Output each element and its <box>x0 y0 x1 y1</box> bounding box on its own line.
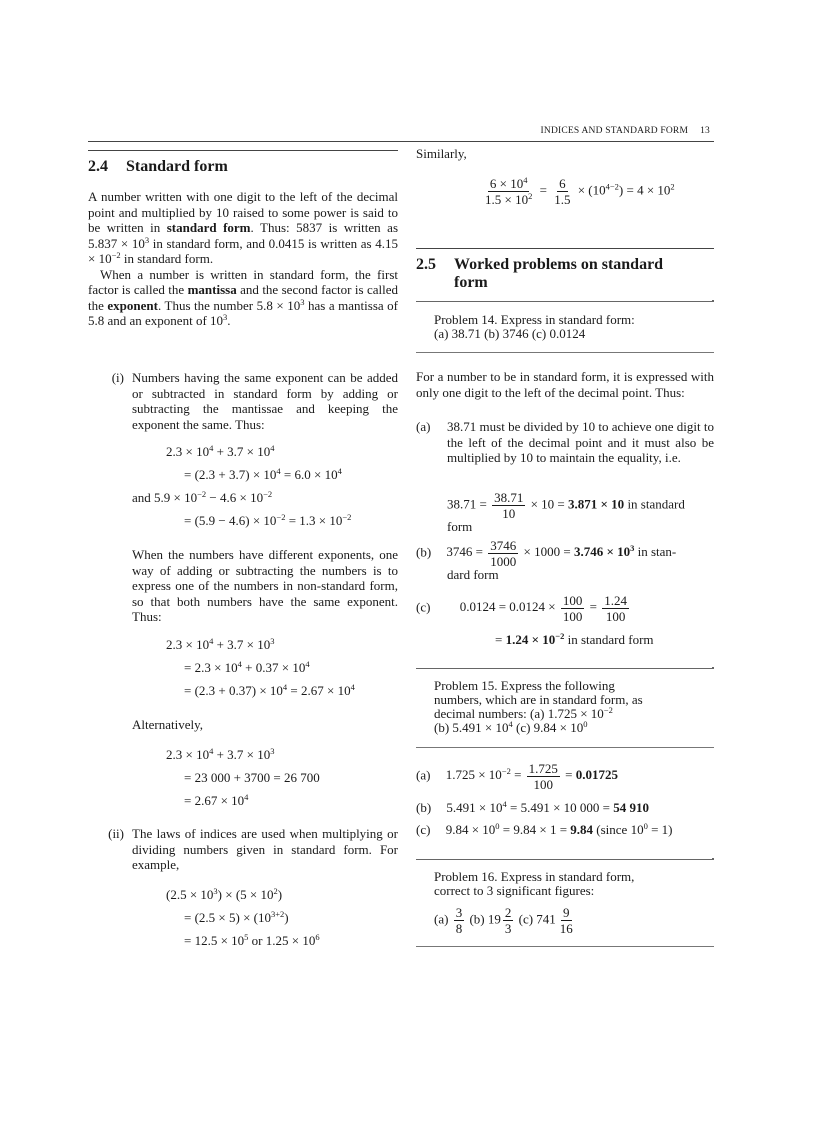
standard-form-definition <box>88 189 398 329</box>
problem-15-part-b: (b) $5.491 \times 10^4 = 5.491 \times 10$ 000 = 54 910 <box>416 799 650 815</box>
equation-block: $2.3 \times 10^4 + 3.7 \times 10^3$ = $2.3 \times 10^4 + 0.37 \times 10^4$ = $(2.3 + 0.37) \times 10^4 = 2.67 \times 10^4$ <box>166 636 355 698</box>
problem-top-rule <box>416 668 712 669</box>
list-item-i: (i) Numbers having the same exponent can be added or subtracted in standard form by adding or subtracting the mantissae and keeping the exponent the same. Thus: <box>111 370 398 432</box>
section-rule <box>88 150 398 151</box>
problem-bottom-rule <box>416 747 714 748</box>
problem-14: Problem 14. Express in standard form: (a) 38.71 (b) 3746 (c) 0.0124 <box>434 312 635 341</box>
paragraph: A number written with one digit to the left of the decimal point and multiplied by 10 raised to some power is said to be written in standard form. Thus: 5837 is written as $5.837 \times 10^3$ in standard form, and 0.0415 is written as $4.15 \times 10^{-2}$ in standard form. <box>88 189 399 266</box>
problem-top-rule <box>416 301 712 302</box>
page-number: 13 <box>700 126 710 136</box>
paragraph: The laws of indices are used when multiplying or dividing numbers given in standard form. For example, <box>132 826 398 872</box>
problem-15-part-a: (a) $1.725 \times 10^{-2}$ = $\frac{1.725}{100}$ = 0.01725 <box>416 761 619 792</box>
section-2-5: 2.5 Worked problems on standard form <box>416 256 664 291</box>
header-rule <box>88 141 714 142</box>
similarly: Similarly, <box>416 146 467 161</box>
paragraph: Numbers having the same exponent can be added or subtracted in standard form by adding or subtracting the mantissae and keeping the exponent the same. Thus: <box>132 370 398 432</box>
equation-block: $2.3 \times 10^4 + 3.7 \times 10^4$ = $(2.3 + 3.7) \times 10^4 = 6.0 \times 10^4$ <box>166 443 342 482</box>
problem-bottom-rule <box>416 946 714 947</box>
form-text: form <box>447 519 473 534</box>
problem-16: Problem 16. Express in standard form, correct to 3 significant figures: <box>434 869 635 898</box>
section-2-4 <box>88 158 398 176</box>
problem-bottom-rule <box>416 352 714 353</box>
section-rule <box>416 248 714 249</box>
running-header <box>541 124 710 140</box>
problem-15: Problem 15. Express the following numbers, which are in standard form, as decimal numbers: (a) $1.725 \times 10^{-2}$ (b) $5.491 \times 10^4$ (c) $9.84 \times 10^0$ <box>434 678 643 735</box>
problem-14-solution-intro: For a number to be in standard form, it is expressed with only one digit to the left of the decimal point. Thus: <box>416 369 714 400</box>
equation-block: and $5.9 \times 10^{-2} - 4.6 \times 10^{-2}$ = $(5.9 - 4.6) \times 10^{-2} = 1.3 \times 10^{-2}$ <box>132 489 352 528</box>
problem-top-rule <box>416 859 712 860</box>
equation-block: $(2.5 \times 10^3) \times (5 \times 10^2)$ = $(2.5 \times 5) \times (10^{3+2})$ = $12.5 \times 10^5$ or $1.25 \times 10^6$ <box>166 886 320 948</box>
problem-14-part-b: (b) 3746 = $\frac{3746}{1000}$ × $1000 = 3.746 \times 10^3$ in stan- <box>416 538 677 569</box>
problem-15-part-c: (c) $9.84 \times 10^0 = 9.84 \times 1 = 9.84$ (since $10^0 = 1$) <box>416 821 673 837</box>
equation-block: $2.3 \times 10^4 + 3.7 \times 10^3$ = 23 000 + 3700 = 26 700 = $2.67 \times 10^4$ <box>166 746 320 808</box>
paragraph-different-exponents: When the numbers have different exponents, one way of adding or subtracting the numbers is to express one of the numbers in non-standard form, so that both numbers have the same exponent. Thus: <box>132 547 398 624</box>
equation-14c-result: = $1.24 \times 10^{-2}$ in standard form <box>495 631 654 647</box>
running-title: INDICES AND STANDARD FORM <box>540 126 689 136</box>
problem-14-part-c: (c) 0.0124 = 0.0124 × $\frac{100}{100}$ = $\frac{1.24}{100}$ <box>416 593 627 624</box>
paragraph: When a number is written in standard form, the first factor is called the mantissa and the second factor is called the exponent. Thus the number $5.8 \times 10^3$ has a mantissa of 5.8 and an exponent of $10^3$. <box>88 266 398 328</box>
section-heading: 2.4 Standard form <box>88 158 228 175</box>
list-item-ii: (ii) The laws of indices are used when multiplying or dividing numbers given in standard form. For example, <box>108 826 398 872</box>
alternatively: Alternatively, <box>132 717 203 732</box>
dard-form-text: dard form <box>447 567 499 582</box>
equation-14a: 38.71 = $\frac{38.71}{10}$ × 10 = 3.871 × 10 in standard <box>447 490 685 521</box>
problem-16-parts: (a) $\frac{3}{8}$ (b) 19 $\frac{2}{3}$ (c) 741 $\frac{9}{16}$ <box>434 905 573 936</box>
equation-similarly: $\frac{6 \times 10^4}{1.5 \times 10^2}$ = $\frac{6}{1.5}$ × $(10^{4-2}) = 4 \times 10^2$ <box>485 175 675 207</box>
problem-14-part-a: (a) 38.71 must be divided by 10 to achieve one digit to the left of the decimal point and it must also be multiplied by 10 to maintain the equality, i.e. <box>416 419 714 465</box>
